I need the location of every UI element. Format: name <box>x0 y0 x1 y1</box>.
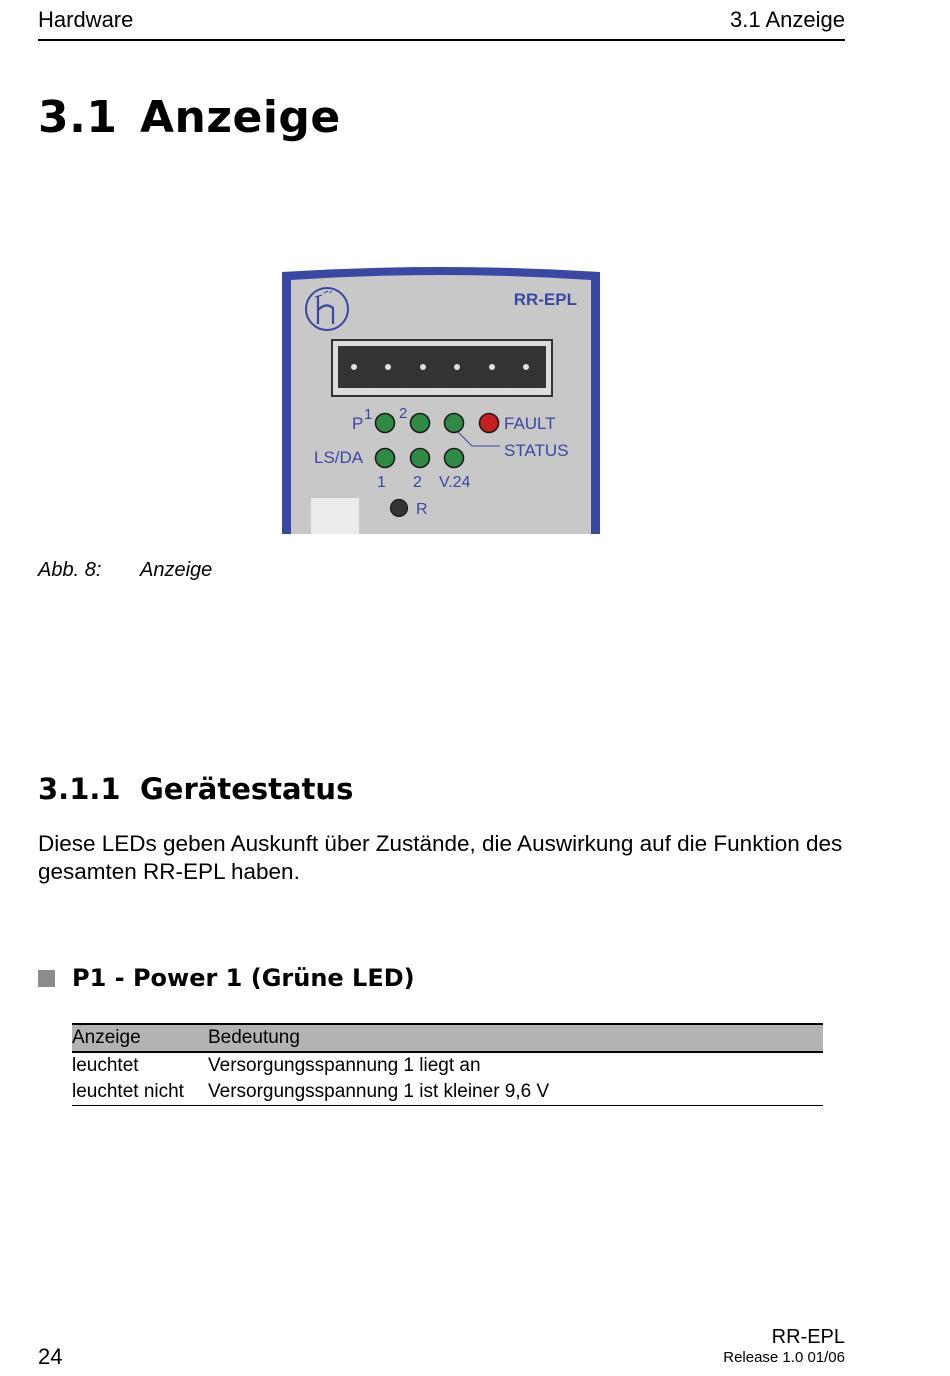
page-number: 24 <box>38 1344 63 1369</box>
section-title: Anzeige <box>140 92 341 143</box>
square-bullet-icon <box>38 970 55 987</box>
table-cell: leuchtet <box>72 1055 139 1076</box>
footer-product: RR-EPL <box>771 1326 845 1348</box>
led-ls2 <box>411 449 430 468</box>
caption-label: Abb. 8: <box>38 559 102 581</box>
led-fault <box>480 414 499 433</box>
led-label-status: STATUS <box>504 441 569 460</box>
header-rule <box>38 39 845 41</box>
table-cell: Versorgungsspannung 1 liegt an <box>208 1055 481 1076</box>
device-label: RR-EPL <box>513 290 577 309</box>
table-header-row <box>72 1024 823 1052</box>
body-paragraph: Diese LEDs geben Auskunft über Zustände, die Auswirkung auf die Funktion des gesamten RR-EPL haben. <box>38 831 843 884</box>
terminal-connector <box>332 340 552 396</box>
led-label-lsda: LS/DA <box>314 448 364 467</box>
led-p2 <box>411 414 430 433</box>
led-v24 <box>445 449 464 468</box>
section-heading <box>38 92 341 143</box>
led-label-p: P <box>352 414 364 433</box>
table-header-cell: Anzeige <box>72 1024 208 1052</box>
led-status <box>445 414 464 433</box>
led-label-ls1: 1 <box>377 474 386 491</box>
subsection-title: Gerätestatus <box>140 772 354 806</box>
figure-caption <box>38 559 212 582</box>
table-cell: Versorgungsspannung 1 ist kleiner 9,6 V <box>208 1079 823 1106</box>
led-meaning-table <box>72 1023 823 1106</box>
subsubsection-title: P1 - Power 1 (Grüne LED) <box>72 964 415 992</box>
led-label-ls2: 2 <box>413 474 422 491</box>
table-header-cell: Bedeutung <box>208 1024 823 1052</box>
led-p1 <box>376 414 395 433</box>
running-header-right: 3.1 Anzeige <box>730 7 845 32</box>
footer-release: Release 1.0 01/06 <box>723 1349 845 1366</box>
led-label-p1: 1 <box>364 406 373 423</box>
table-row <box>72 1052 823 1079</box>
reset-button <box>391 500 408 517</box>
device-display-figure <box>282 266 600 534</box>
device-panel <box>291 275 591 534</box>
led-label-p2: 2 <box>399 405 408 422</box>
label-sticker <box>311 498 359 534</box>
table-row <box>72 1079 823 1106</box>
subsection-number: 3.1.1 <box>38 772 121 806</box>
led-label-r: R <box>416 501 428 518</box>
running-header-left: Hardware <box>38 7 134 32</box>
led-label-fault: FAULT <box>504 414 556 433</box>
table-cell: leuchtet nicht <box>72 1079 208 1106</box>
led-ls1 <box>376 449 395 468</box>
caption-text: Anzeige <box>140 559 213 581</box>
section-number: 3.1 <box>38 92 118 143</box>
subsection-heading <box>38 772 353 806</box>
led-label-v24: V.24 <box>439 474 471 491</box>
